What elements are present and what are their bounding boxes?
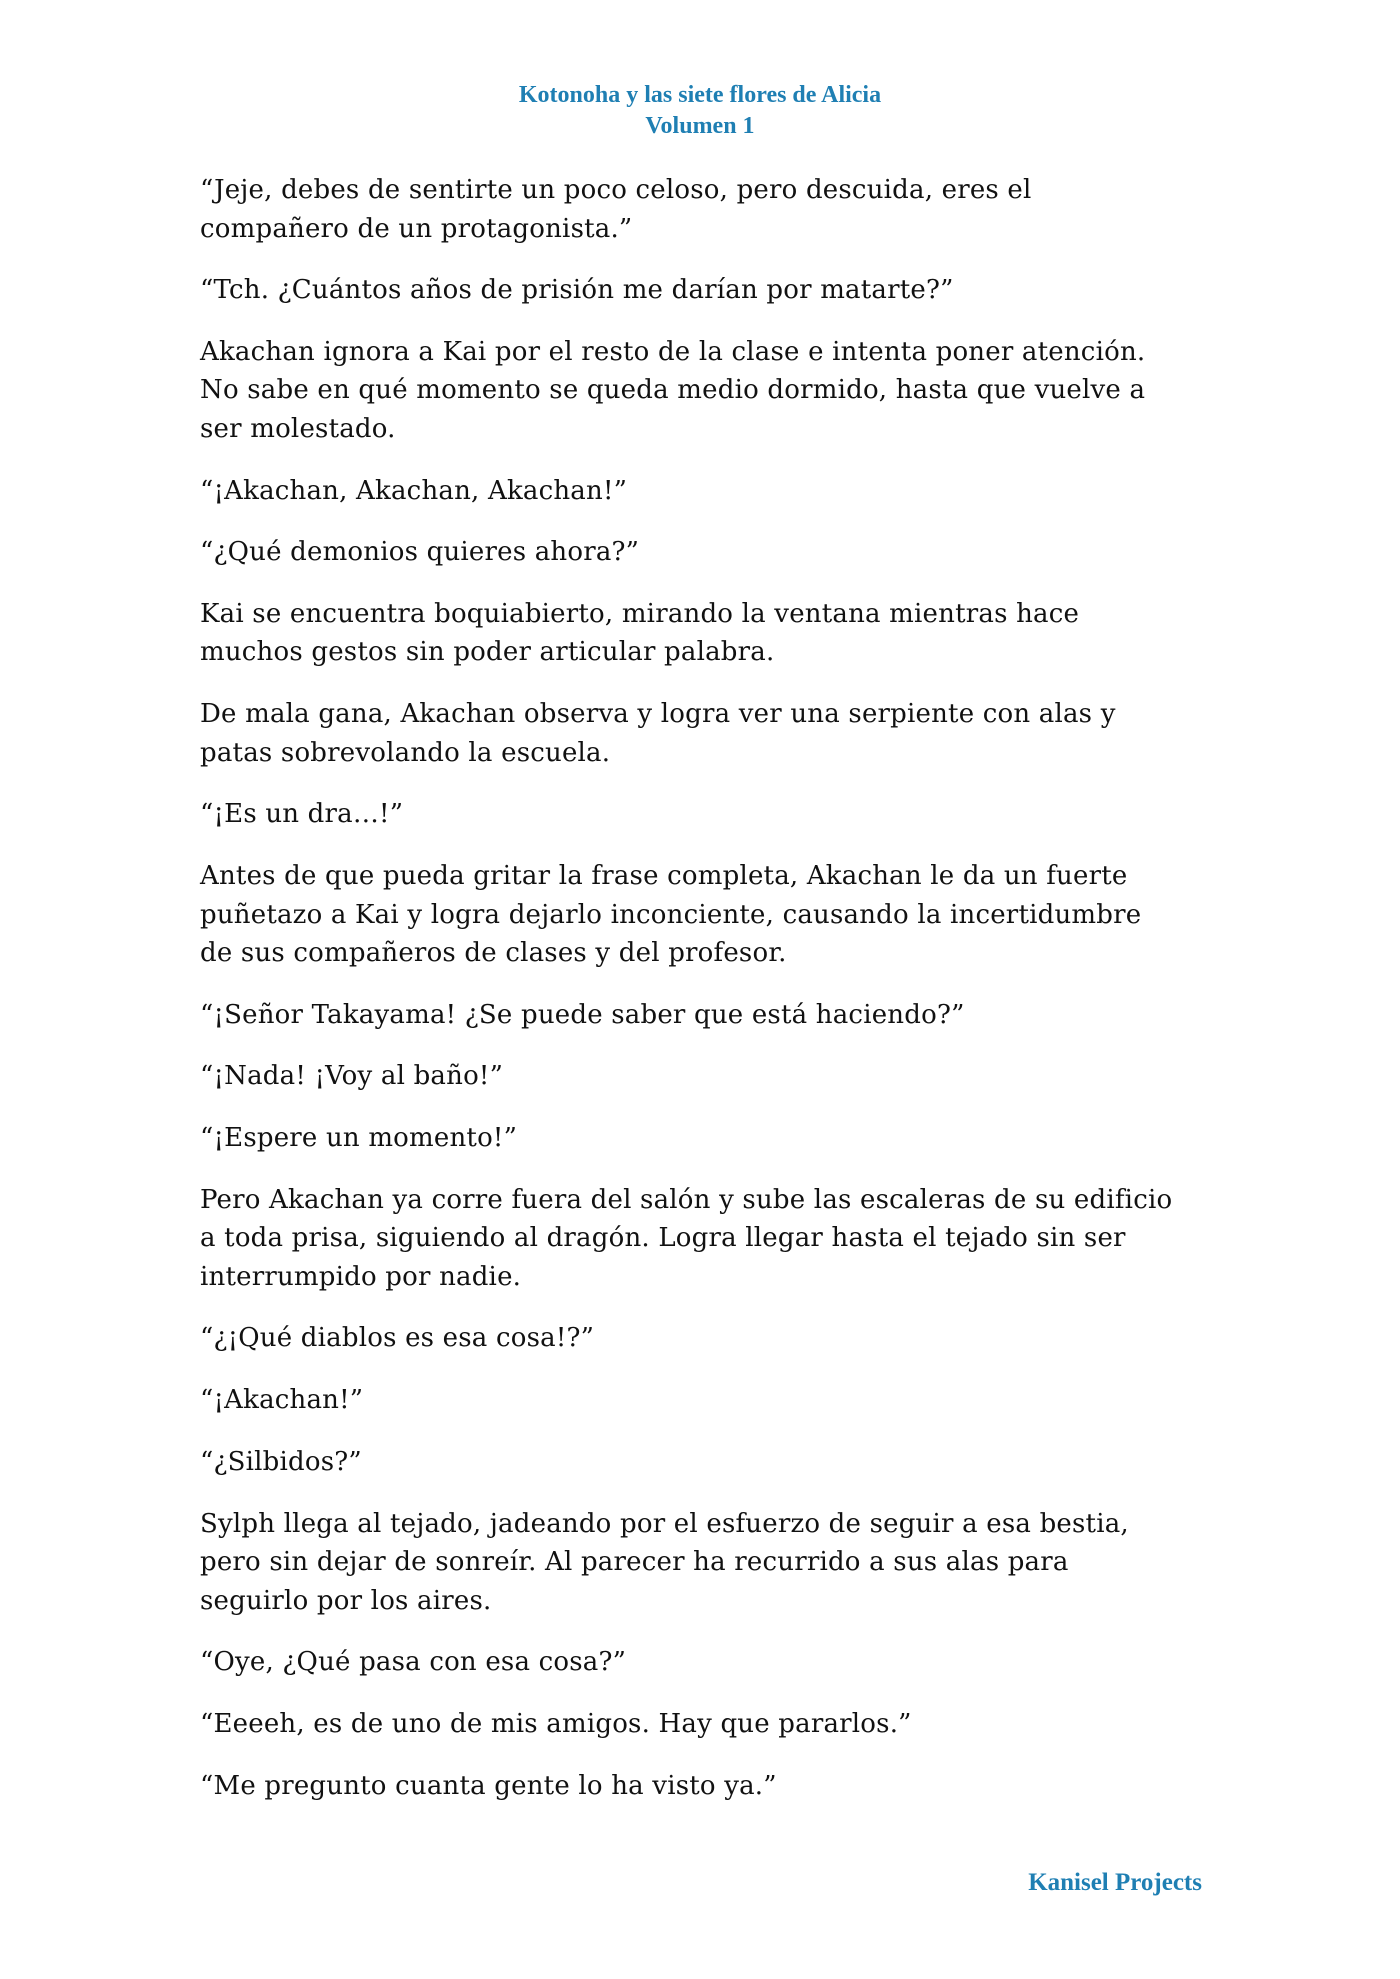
- paragraph: “Oye, ¿Qué pasa con esa cosa?”: [200, 1647, 627, 1678]
- paragraph: “¡Akachan, Akachan, Akachan!”: [200, 475, 628, 506]
- page-body: [200, 171, 1210, 1828]
- paragraph: Pero Akachan ya corre fuera del salón y sube las escaleras de su edificio a toda prisa, siguiendo al dragón. Logra llegar hasta el tejado sin ser interrumpido por nadie.: [200, 1184, 1173, 1292]
- paragraph: Sylph llega al tejado, jadeando por el esfuerzo de seguir a esa bestia, pero sin dejar de sonreír. Al parecer ha recurrido a sus alas para seguirlo por los aires.: [200, 1508, 1129, 1616]
- paragraph: “¿¡Qué diablos es esa cosa!?”: [200, 1323, 595, 1354]
- paragraph: De mala gana, Akachan observa y logra ver una serpiente con alas y patas sobrevolando la escuela.: [200, 699, 1116, 768]
- paragraph: “Tch. ¿Cuántos años de prisión me darían por matarte?”: [200, 275, 954, 306]
- paragraph: “¡Akachan!”: [200, 1385, 364, 1416]
- paragraph: “Jeje, debes de sentirte un poco celoso, pero descuida, eres el compañero de un protagonista.”: [200, 175, 1032, 244]
- paragraph: Kai se encuentra boquiabierto, mirando la ventana mientras hace muchos gestos sin poder articular palabra.: [200, 598, 1080, 668]
- paragraph: Antes de que pueda gritar la frase completa, Akachan le da un fuerte puñetazo a Kai y logra dejarlo inconciente, causando la incertidumbre de sus compañeros de clases y del profesor.: [200, 861, 1142, 968]
- volume-label: Volumen 1: [645, 113, 755, 139]
- page-header: [0, 80, 1400, 142]
- paragraph: “¡Nada! ¡Voy al baño!”: [200, 1061, 504, 1092]
- paragraph: “Eeeeh, es de uno de mis amigos. Hay que pararlos.”: [200, 1708, 912, 1739]
- paragraph: “¡Espere un momento!”: [200, 1123, 518, 1154]
- paragraph: “¿Qué demonios quieres ahora?”: [200, 537, 640, 568]
- publisher-footer: Kanisel Projects: [1028, 1869, 1202, 1896]
- paragraph: “Me pregunto cuanta gente lo ha visto ya.”: [200, 1770, 777, 1801]
- paragraph: Akachan ignora a Kai por el resto de la clase e intenta poner atención. No sabe en qué momento se queda medio dormido, hasta que vuelve a ser molestado.: [200, 336, 1146, 444]
- book-title: Kotonoha y las siete flores de Alicia: [518, 82, 882, 108]
- paragraph: “¡Señor Takayama! ¿Se puede saber que está haciendo?”: [200, 999, 965, 1030]
- paragraph: “¡Es un dra…!”: [200, 799, 404, 830]
- paragraph: “¿Silbidos?”: [200, 1446, 362, 1477]
